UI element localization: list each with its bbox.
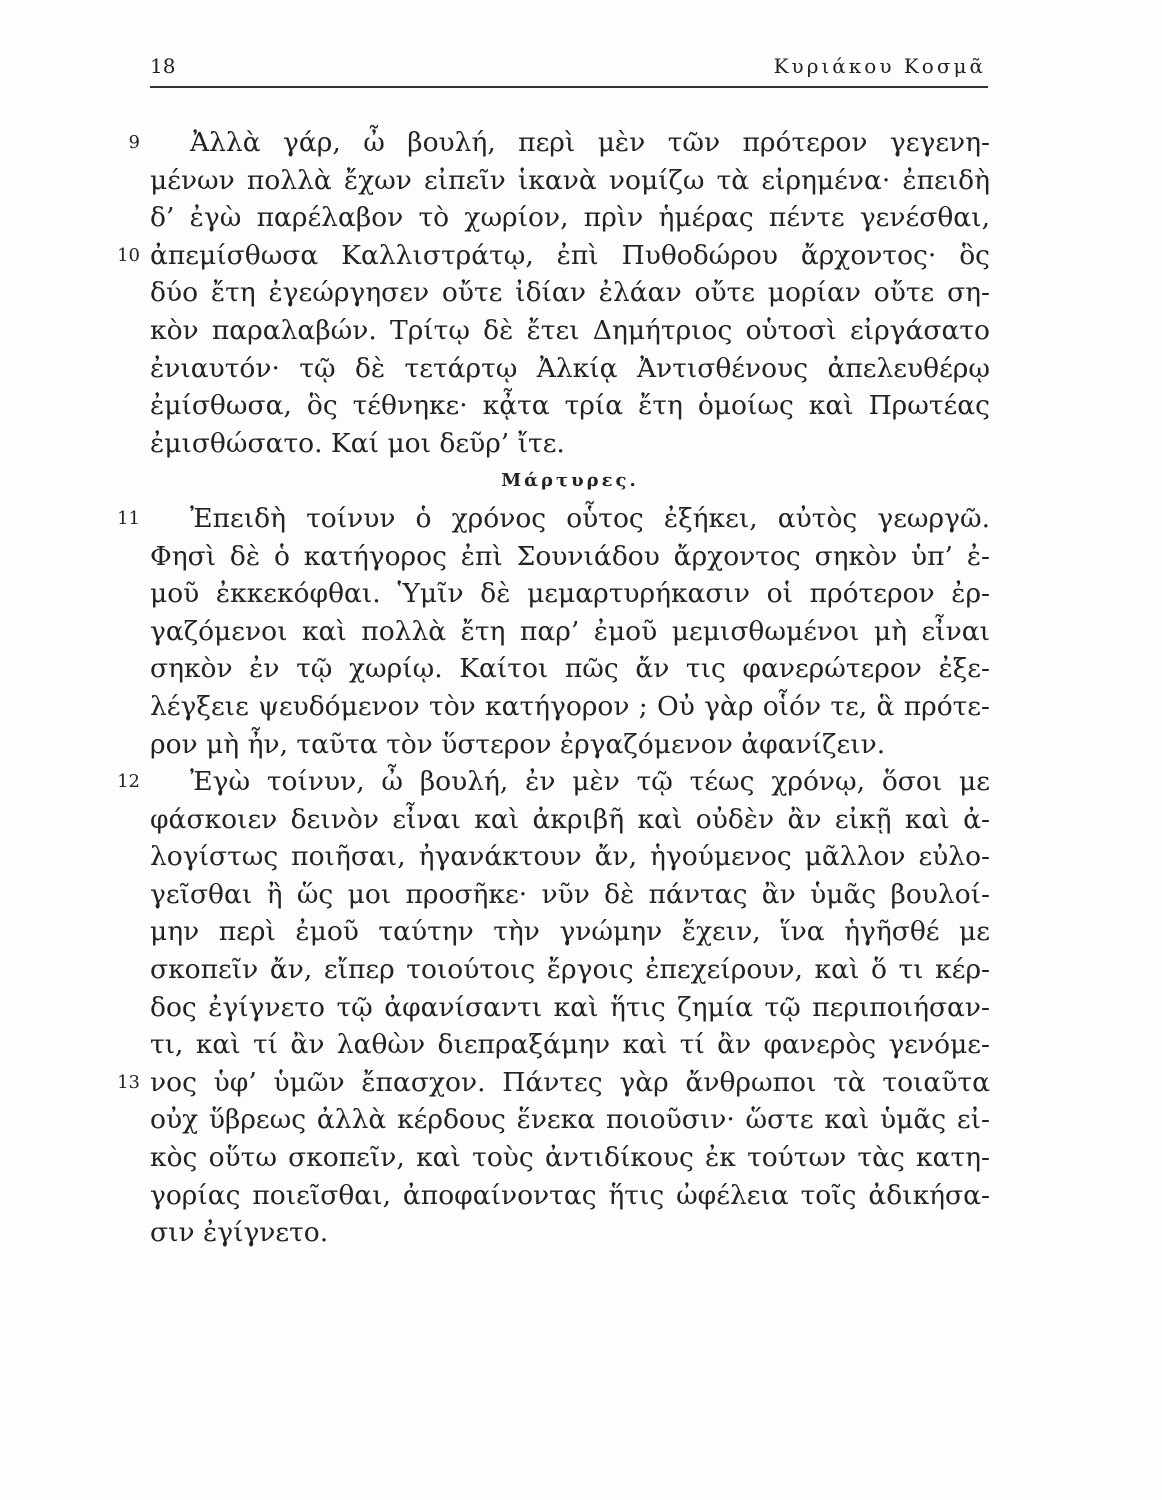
- text-line: [150, 1139, 990, 1177]
- section-number: 9: [128, 132, 140, 153]
- body-text: [117, 124, 990, 1252]
- line-text: σηκὸν ἐν τῷ χωρίῳ. Καίτοι πῶς ἄν τις φανερώτερον ἐξε-: [150, 653, 990, 685]
- section-number: 12: [117, 771, 140, 793]
- text-line: [150, 387, 990, 425]
- page-header: [150, 50, 988, 88]
- text-line: [150, 650, 990, 688]
- line-text: μην περὶ ἐμοῦ ταύτην τὴν γνώμην ἔχειν, ἵνα ἡγῆσθέ με: [150, 916, 990, 948]
- text-line: [150, 312, 990, 350]
- line-text: δος ἐγίγνετο τῷ ἀφανίσαντι καὶ ἥτις ζημία τῷ περιποιήσαν-: [150, 991, 990, 1023]
- line-text: ἀπεμίσθωσα Καλλιστράτῳ, ἐπὶ Πυθοδώρου ἄρχοντος· ὃς: [150, 239, 990, 271]
- text-line: [150, 1026, 990, 1064]
- line-text: κὸν παραλαβών. Τρίτῳ δὲ ἔτει Δημήτριος οὑτοσὶ εἰργάσατο: [150, 314, 990, 346]
- text-line: [150, 1214, 990, 1252]
- text-line: [117, 237, 990, 275]
- line-text: μένων πολλὰ ἔχων εἰπεῖν ἱκανὰ νομίζω τὰ εἰρημένα· ἐπειδὴ: [150, 164, 990, 196]
- text-line: [150, 162, 990, 200]
- line-text: ἐμισθώσατο. Καί μοι δεῦρ’ ἴτε.: [150, 427, 565, 459]
- line-text: οὐχ ὕβρεως ἀλλὰ κέρδους ἕνεκα ποιοῦσιν· ὥστε καὶ ὑμᾶς εἰ-: [150, 1104, 990, 1136]
- text-line: [150, 274, 990, 312]
- line-text: γαζόμενοι καὶ πολλὰ ἔτη παρ’ ἐμοῦ μεμισθωμένοι μὴ εἶναι: [150, 615, 990, 647]
- text-line: [117, 1064, 990, 1102]
- section-number: 11: [117, 507, 140, 529]
- text-line: [150, 575, 990, 613]
- line-text: ρον μὴ ἦν, ταῦτα τὸν ὕστερον ἐργαζόμενον ἀφανίζειν.: [150, 728, 886, 760]
- section-heading: Μάρτυρες.: [501, 470, 639, 492]
- text-line: [150, 613, 990, 651]
- text-line: [150, 989, 990, 1027]
- line-text: νος ὑφ’ ὑμῶν ἔπασχον. Πάντες γὰρ ἄνθρωποι τὰ τοιαῦτα: [150, 1066, 990, 1098]
- line-text: σκοπεῖν ἄν, εἴπερ τοιούτοις ἔργοις ἐπεχείρουν, καὶ ὅ τι κέρ-: [150, 954, 990, 986]
- line-text: δύο ἔτη ἐγεώργησεν οὔτε ἰδίαν ἐλάαν οὔτε μορίαν οὔτε ση-: [150, 277, 990, 309]
- line-text: φάσκοιεν δεινὸν εἶναι καὶ ἀκριβῆ καὶ οὐδὲν ἂν εἰκῇ καὶ ἀ-: [150, 803, 990, 835]
- line-text: λογίστως ποιῆσαι, ἠγανάκτουν ἄν, ἡγούμενος μᾶλλον εὐλο-: [150, 841, 990, 873]
- line-text: μοῦ ἐκκεκόφθαι. Ὑμῖν δὲ μεμαρτυρήκασιν οἱ πρότερον ἐρ-: [150, 578, 990, 610]
- line-text: γορίας ποιεῖσθαι, ἀποφαίνοντας ἥτις ὠφέλεια τοῖς ἀδικήσα-: [150, 1179, 990, 1211]
- text-line: [150, 688, 990, 726]
- text-line: [150, 350, 990, 388]
- line-text: δ’ ἐγὼ παρέλαβον τὸ χωρίον, πρὶν ἡμέρας πέντε γενέσθαι,: [150, 202, 990, 234]
- line-text: λέγξειε ψευδόμενον τὸν κατήγορον ; Οὐ γὰρ οἷόν τε, ἃ πρότε-: [150, 690, 990, 722]
- text-line: [150, 538, 990, 576]
- text-line: [117, 763, 990, 801]
- text-line: [117, 500, 990, 538]
- line-text: σιν ἐγίγνετο.: [150, 1217, 329, 1249]
- text-line: [150, 1177, 990, 1215]
- line-text: Ἐπειδὴ τοίνυν ὁ χρόνος οὗτος ἐξήκει, αὐτὸς γεωργῶ.: [190, 502, 990, 534]
- text-line: [150, 726, 990, 764]
- line-text: κὸς οὕτω σκοπεῖν, καὶ τοὺς ἀντιδίκους ἐκ τούτων τὰς κατη-: [150, 1142, 990, 1174]
- section-number: 13: [117, 1071, 140, 1093]
- line-text: Ἀλλὰ γάρ, ὦ βουλή, περὶ μὲν τῶν πρότερον γεγενη-: [190, 127, 990, 158]
- line-text: ἐμίσθωσα, ὃς τέθνηκε· κᾆτα τρία ἔτη ὁμοίως καὶ Πρωτέας: [150, 390, 990, 422]
- text-line: [150, 838, 990, 876]
- line-text: Φησὶ δὲ ὁ κατήγορος ἐπὶ Σουνιάδου ἄρχοντος σηκὸν ὑπ’ ἐ-: [150, 540, 990, 572]
- text-line: [128, 124, 990, 162]
- text-line: [150, 876, 990, 914]
- text-line: [150, 913, 990, 951]
- text-line: [150, 1101, 990, 1139]
- line-text: τι, καὶ τί ἂν λαθὼν διεπραξάμην καὶ τί ἂν φανερὸς γενόμε-: [150, 1029, 990, 1061]
- line-text: γεῖσθαι ἢ ὥς μοι προσῆκε· νῦν δὲ πάντας ἂν ὑμᾶς βουλοί-: [150, 878, 990, 910]
- text-line: [150, 462, 990, 500]
- text-line: [150, 425, 990, 463]
- text-line: [150, 801, 990, 839]
- line-text: ἐνιαυτόν· τῷ δὲ τετάρτῳ Ἀλκίᾳ Ἀντισθένους ἀπελευθέρῳ: [150, 352, 990, 384]
- running-title: Κυριάκου Κοσμᾶ: [773, 54, 986, 78]
- line-text: Ἐγὼ τοίνυν, ὦ βουλή, ἐν μὲν τῷ τέως χρόνῳ, ὅσοι με: [190, 766, 990, 798]
- text-line: [150, 951, 990, 989]
- page-number: 18: [150, 54, 176, 78]
- section-number: 10: [117, 244, 140, 266]
- text-line: [150, 199, 990, 237]
